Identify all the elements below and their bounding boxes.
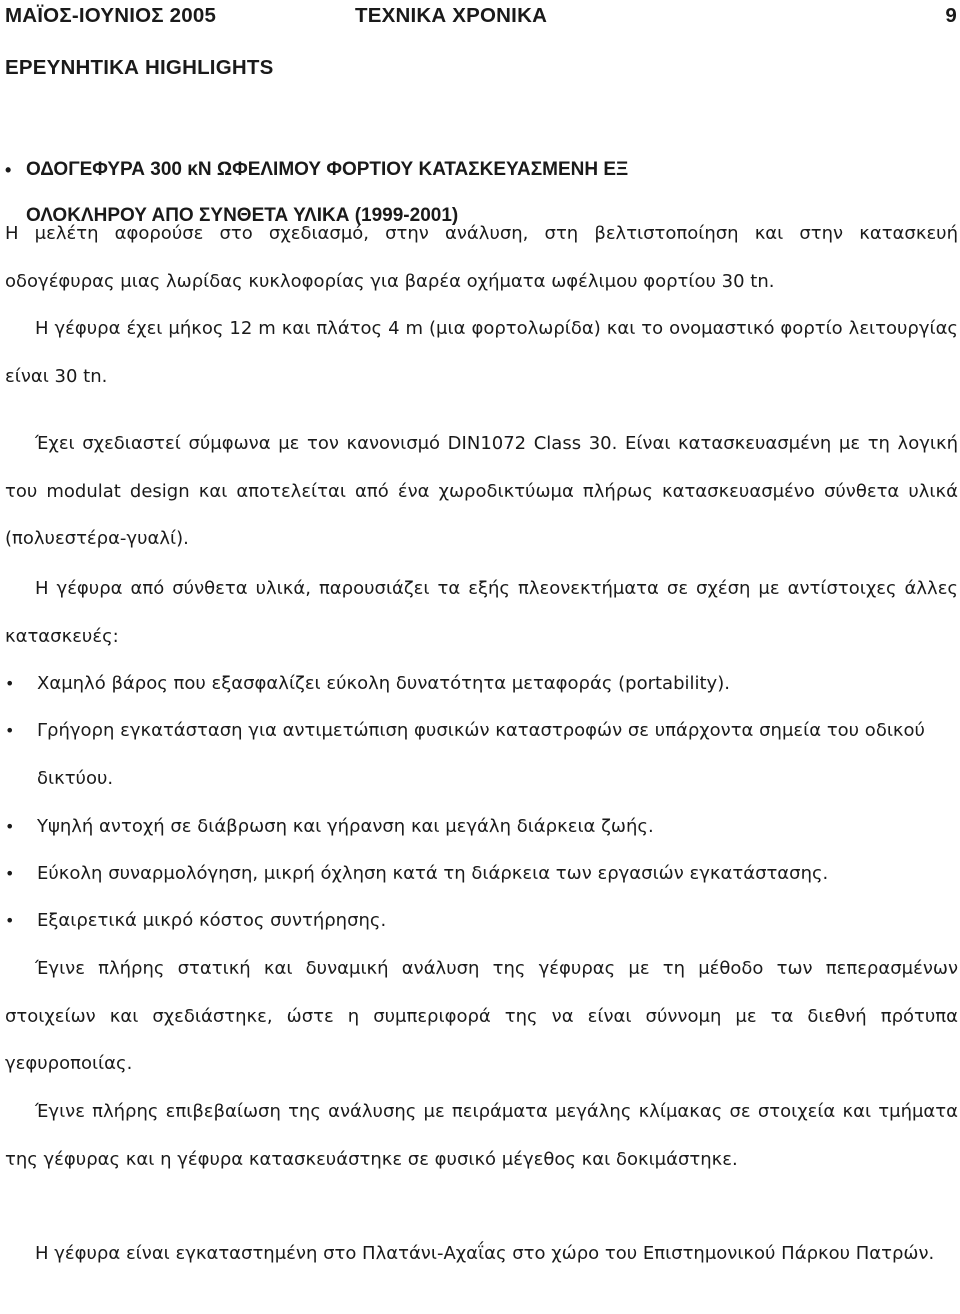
paragraph-verification: Έγινε πλήρης επιβεβαίωση της ανάλυσης με πειράματα μεγάλης κλίμακας σε στοιχεία και τμήματα της γέφυρας και η γέφυρα κατασκευάστηκε σε φυσικό μέγεθος και δοκιμάστηκε.	[5, 1101, 958, 1170]
list-item	[5, 897, 958, 945]
paragraph-location: Η γέφυρα είναι εγκαταστημένη στο Πλατάνι-Αχαΐας στο χώρο του Επιστημονικού Πάρκου Πατρών.	[35, 1243, 935, 1264]
paragraph-advantages-intro: Η γέφυρα από σύνθετα υλικά, παρουσιάζει τα εξής πλεονεκτήματα σε σχέση με αντίστοιχες άλλες κατασκευές:	[5, 578, 958, 647]
running-header	[5, 2, 957, 30]
bullet-icon: •	[5, 911, 15, 930]
advantage-text: Χαμηλό βάρος που εξασφαλίζει εύκολη δυνατότητα μεταφοράς (portability).	[37, 673, 730, 694]
list-item	[5, 850, 958, 898]
list-item	[5, 660, 958, 708]
paragraph-analysis: Έγινε πλήρης στατική και δυναμική ανάλυση της γέφυρας με τη μέθοδο των πεπερασμένων στοιχείων και σχεδιάστηκε, ώστε η συμπεριφορά της να είναι σύννομη με τα διεθνή πρότυπα γεφυροποιίας.	[5, 958, 958, 1074]
bullet-icon: •	[5, 817, 15, 836]
paragraph-design-standard: Έχει σχεδιαστεί σύμφωνα με τον κανονισμό DIN1072 Class 30. Είναι κατασκευασμένη με τη λογική του modulat design και αποτελείται από ένα χωροδικτύωμα πλήρως κατασκευασμένο σύνθετα υλικά (πολυεστέρα-γυαλί).	[5, 433, 958, 549]
advantage-text: Εύκολη συναρμολόγηση, μικρή όχληση κατά τη διάρκεια των εργασιών εγκατάστασης.	[37, 863, 829, 884]
bullet-icon: •	[5, 864, 15, 883]
journal-name: ΤΕΧΝΙΚΑ ΧΡΟΝΙΚΑ	[355, 4, 548, 27]
list-item	[5, 707, 958, 802]
page-number: 9	[945, 4, 957, 27]
list-item	[5, 803, 958, 851]
article-title-line-1: ΟΔΟΓΕΦΥΡΑ 300 κΝ ΩΦΕΛΙΜΟΥ ΦΟΡΤΙΟΥ ΚΑΤΑΣΚΕΥΑΣΜΕΝΗ ΕΞ	[26, 159, 629, 180]
paragraph-study-scope: Η μελέτη αφορούσε στο σχεδιασμό, στην ανάλυση, στη βελτιστοποίηση και στην κατασκευή οδογέφυρας μιας λωρίδας κυκλοφορίας για βαρέα οχήματα ωφέλιμου φορτίου 30 tn.	[5, 223, 958, 292]
article-title-line-2: ΟΛΟΚΛΗΡΟΥ ΑΠΟ ΣΥΝΘΕΤΑ ΥΛΙΚΑ (1999-2001)	[26, 205, 459, 226]
advantage-text: Εξαιρετικά μικρό κόστος συντήρησης.	[37, 910, 387, 931]
section-title: ΕΡΕΥΝΗΤΙΚΑ HIGHLIGHTS	[5, 56, 274, 79]
advantage-text: Υψηλή αντοχή σε διάβρωση και γήρανση και μεγάλη διάρκεια ζωής.	[37, 816, 654, 837]
bullet-icon: •	[5, 674, 15, 693]
issue-date: ΜΑΪΟΣ-ΙΟΥΝΙΟΣ 2005	[5, 4, 217, 27]
paragraph-dimensions: Η γέφυρα έχει μήκος 12 m και πλάτος 4 m (μια φορτολωρίδα) και το ονομαστικό φορτίο λειτουργίας είναι 30 tn.	[5, 318, 958, 387]
bullet-icon: •	[5, 160, 12, 180]
advantage-text: Γρήγορη εγκατάσταση για αντιμετώπιση φυσικών καταστροφών σε υπάρχοντα σημεία του οδικού δικτύου.	[37, 720, 925, 789]
bullet-icon: •	[5, 721, 15, 740]
